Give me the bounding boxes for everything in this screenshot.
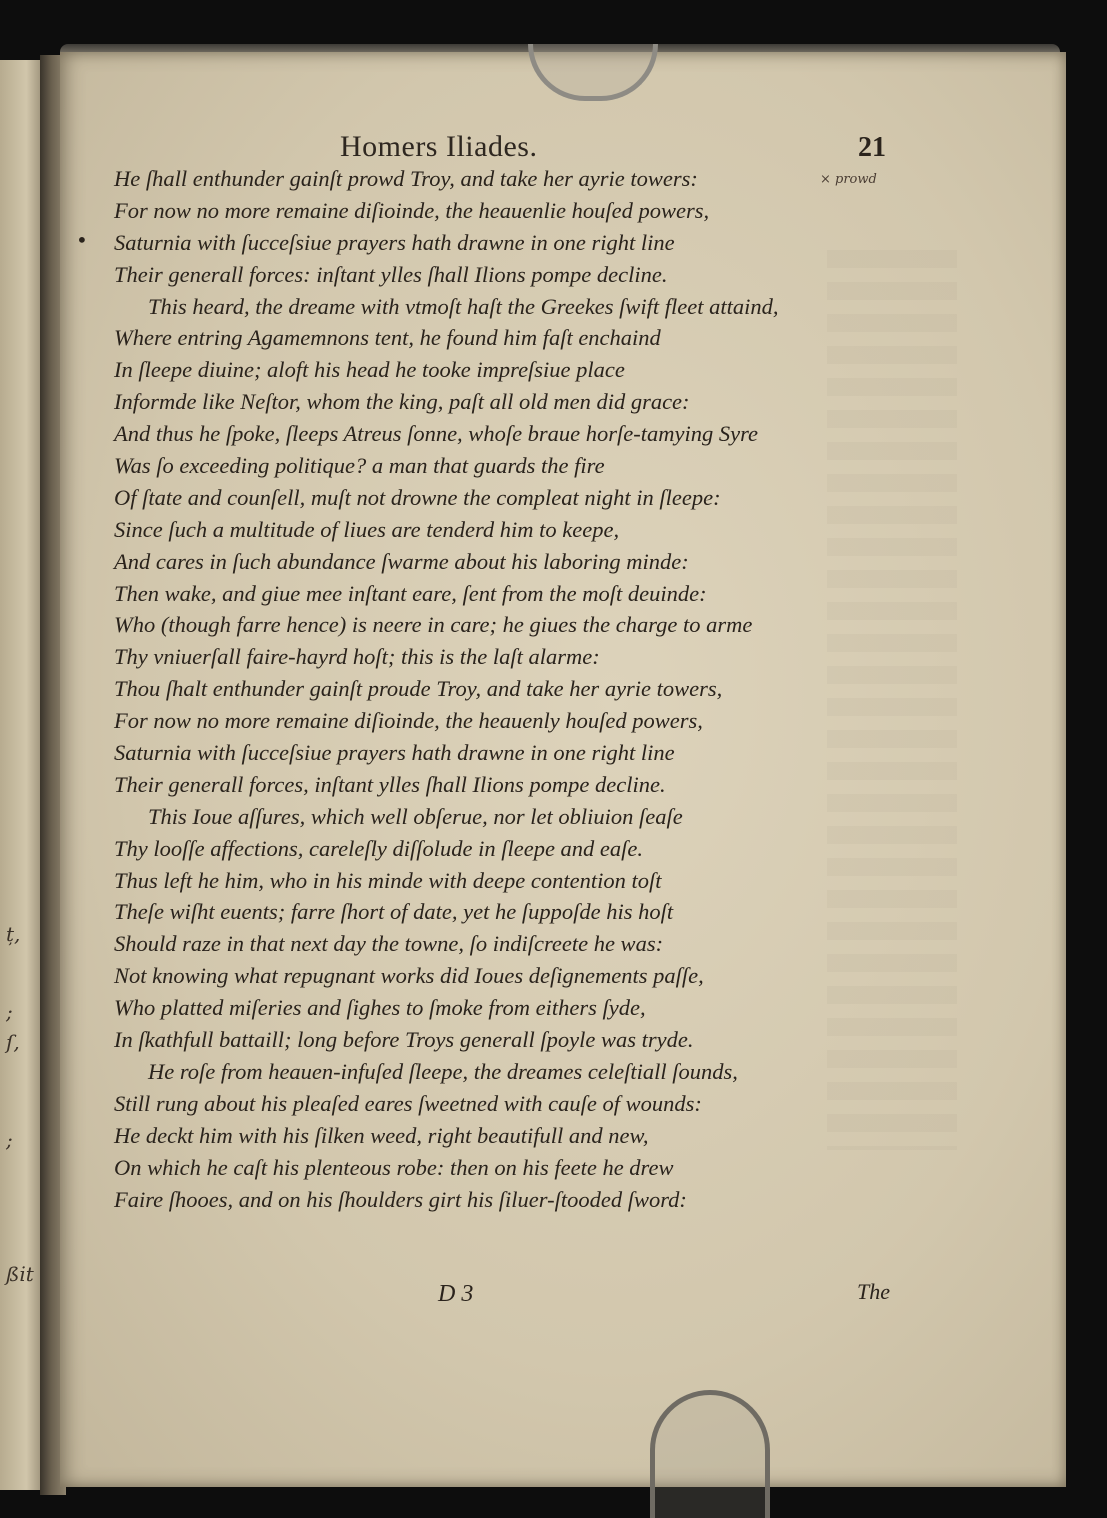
verse-line: Thou ſhalt enthunder gainſt proude Troy, and take her ayrie towers,: [114, 676, 723, 702]
verse-line: Thy vniuerſall faire-hayrd hoſt; this is the laſt alarme:: [114, 644, 600, 670]
left-margin-mark: ßit: [6, 1262, 34, 1286]
verse-line: Saturnia with ſucceſsiue prayers hath drawne in one right line: [114, 229, 675, 255]
verse-line: Not knowing what repugnant works did Ioues deſignements paſſe,: [114, 963, 704, 989]
verse-line: Thy looſſe affections, careleſly diſſolude in ſleepe and eaſe.: [114, 835, 644, 861]
verse-line: Theſe wiſht euents; farre ſhort of date, yet he ſuppoſde his hoſt: [114, 899, 674, 925]
verse-line: Their generall forces, inſtant ylles ſhall Ilions pompe decline.: [114, 771, 666, 797]
verse-line: This Ioue aſſures, which well obſerue, nor let obliuion ſeaſe: [148, 803, 683, 829]
verse-line: He deckt him with his ſilken weed, right beautifull and new,: [114, 1122, 649, 1148]
verse-line: Their generall forces: inſtant ylles ſhall Ilions pompe decline.: [114, 261, 668, 287]
verse-line: Of ſtate and counſell, muſt not drowne the compleat night in ſleepe:: [114, 484, 721, 510]
verse-text: [114, 163, 914, 1215]
verse-line: Faire ſhooes, and on his ſhoulders girt his ſiluer-ſtooded ſword:: [114, 1186, 687, 1212]
page-clip-bottom: [650, 1390, 770, 1518]
verse-line: Since ſuch a multitude of liues are tenderd him to keepe,: [114, 516, 620, 542]
left-margin-mark: ;: [6, 1128, 13, 1152]
verse-line: Who platted miſeries and ſighes to ſmoke from eithers ſyde,: [114, 995, 646, 1021]
verse-line: This heard, the dreame with vtmoſt haſt the Greekes ſwift fleet attaind,: [148, 293, 779, 319]
verse-line: And thus he ſpoke, ſleeps Atreus ſonne, whoſe braue horſe-tamying Syre: [114, 421, 759, 447]
left-margin-mark: ț,: [6, 922, 21, 946]
verse-line: Thus left he him, who in his minde with deepe contention toſt: [114, 867, 662, 893]
page-number: 21: [858, 132, 886, 163]
verse-line: Who (though farre hence) is neere in care; he giues the charge to arme: [114, 612, 753, 638]
catchword: The: [857, 1279, 890, 1304]
verse-line: Was ſo exceeding politique? a man that guards the fire: [114, 453, 605, 479]
verse-line: For now no more remaine diſioinde, the heauenly houſed powers,: [114, 708, 703, 734]
verse-line: In ſkathfull battaill; long before Troys generall ſpoyle was tryde.: [114, 1027, 694, 1053]
verse-line: He roſe from heauen-infuſed ſleepe, the dreames celeſtiall ſounds,: [148, 1058, 738, 1084]
verse-line: For now no more remaine diſioinde, the heauenlie houſed powers,: [114, 197, 710, 223]
verse-line: Where entring Agamemnons tent, he found him faſt enchaind: [114, 325, 661, 351]
verse-line: Still rung about his pleaſed eares ſweetned with cauſe of wounds:: [114, 1090, 702, 1116]
verse-line: And cares in ſuch abundance ſwarme about his laboring minde:: [114, 548, 689, 574]
margin-bullet-icon: •: [76, 228, 88, 252]
verse-line: Informde like Neſtor, whom the king, paſt all old men did grace:: [114, 389, 690, 415]
running-header: Homers Iliades.: [340, 130, 538, 163]
verse-line: Saturnia with ſucceſsiue prayers hath drawne in one right line: [114, 740, 675, 766]
verse-line: On which he caſt his plenteous robe: then on his feete he drew: [114, 1154, 674, 1180]
verse-line: Should raze in that next day the towne, ſo indiſcreete he was:: [114, 931, 664, 957]
left-margin-mark: ſ,: [6, 1030, 20, 1054]
left-margin-mark: ;: [6, 1000, 13, 1024]
verse-line: In ſleepe diuine; aloft his head he tooke impreſsiue place: [114, 357, 625, 383]
signature-mark: D 3: [438, 1281, 474, 1307]
verse-line: Then wake, and giue mee inſtant eare, ſent from the moſt deuinde:: [114, 580, 707, 606]
margin-note: × prowd: [820, 172, 877, 187]
verse-line: He ſhall enthunder gainſt prowd Troy, and take her ayrie towers:: [114, 166, 698, 191]
